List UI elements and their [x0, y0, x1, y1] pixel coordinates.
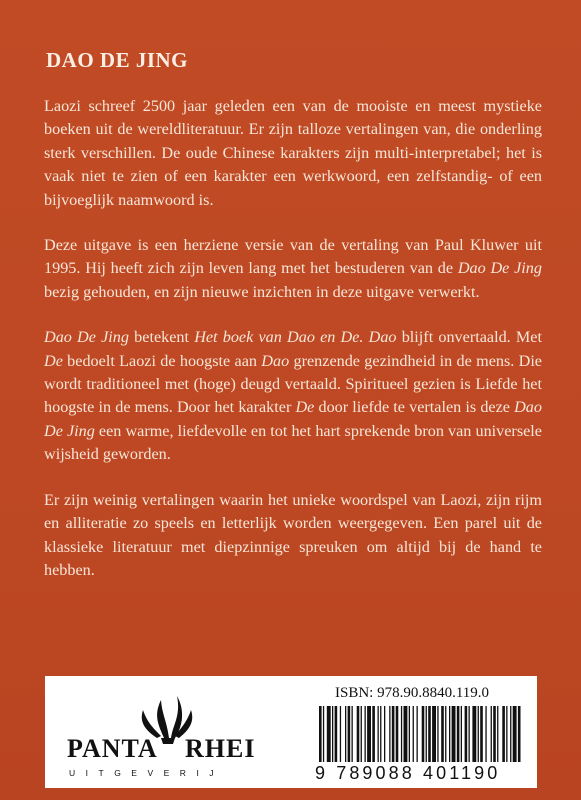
text-run: blijft onvertaald. Met [396, 328, 542, 347]
barcode-digits: 9 789088 401190 [315, 762, 527, 784]
blurb-paragraph-1 [44, 95, 542, 212]
barcode-bar [401, 706, 402, 762]
publisher-subtitle: UITGEVERIJ [69, 768, 225, 778]
barcode-bar [449, 706, 450, 762]
italic-term: De [44, 351, 63, 370]
text-run: bezig gehouden, en zijn nieuwe inzichten in deze uitgave verwerkt. [44, 282, 480, 301]
text-run: bedoelt Laozi de hoogste aan [62, 351, 262, 370]
text-run: Er zijn weinig vertalingen waarin het unieke woordspel van Laozi, zijn rijm en alliteratie zo speels en letterlijk worden weergegeven. Een parel uit de klassieke literatuur met diepzinnige spreuken om altijd bij de hand te hebben. [44, 490, 542, 579]
barcode-bar [361, 706, 362, 762]
blurb-text [44, 95, 542, 604]
publisher-logo [61, 686, 271, 781]
barcode-bar [348, 706, 351, 762]
italic-term: Het boek van Dao en De. Dao [194, 328, 397, 347]
barcode-bar [357, 706, 360, 762]
barcode-bar [441, 706, 444, 762]
barcode-bar [365, 706, 366, 762]
text-run: Laozi schreef 2500 jaar geleden een van de mooiste en meest mystieke boeken uit de wereldliteratuur. Er zijn talloze vertalingen van, die onderling sterk verschillen. De oude Chinese karakters zijn multi-interpretabel; het is vaak niet te zien of een karakter een werkwoord, een zelfstandig- of een bijvoeglijk naamwoord is. [44, 97, 542, 209]
barcode-bar [428, 706, 431, 762]
italic-term: Dao De Jing [457, 259, 542, 278]
barcode-bar [372, 706, 375, 762]
blurb-paragraph-4 [44, 489, 542, 583]
barcode-bar [367, 706, 371, 762]
blurb-paragraph-2 [44, 234, 542, 304]
publisher-name-left: PANTA [67, 734, 158, 763]
text-run: Deze uitgave is een herziene versie van de vertaling van Paul Kluwer uit 1995. Hij heeft zich zijn leven lang met het bestuderen van de [44, 236, 542, 278]
italic-term: Dao De Jing [44, 398, 542, 440]
barcode-bar [389, 706, 390, 762]
barcode-bar [409, 706, 410, 762]
barcode-panel [45, 676, 537, 788]
text-run: door liefde te vertalen is deze [314, 398, 515, 417]
barcode-bar [432, 706, 436, 762]
text-run: grenzende gezindheid in de mens. Die wordt traditioneel met (hoge) deugd vertaald. Spiritueel gezien is Liefde het hoogste in de mens. Door het karakter [44, 351, 542, 417]
barcode-bar [445, 706, 446, 762]
italic-term: Dao De Jing [44, 328, 129, 347]
barcode-bar [417, 706, 418, 762]
barcode-bar [437, 706, 438, 762]
barcode-bar [332, 706, 333, 762]
italic-term: De [295, 398, 315, 417]
barcode-bar [452, 706, 456, 762]
text-run: een warme, liefdevolle en tot het hart sprekende bron van universele wijsheid geworden. [44, 421, 542, 464]
barcode-bar [352, 706, 353, 762]
barcode-bar [340, 706, 341, 762]
barcode-bar [345, 706, 346, 762]
publisher-name-right: RHEI [185, 734, 256, 763]
text-run: betekent [128, 328, 195, 347]
barcode-bar [426, 706, 427, 762]
barcode-bar [384, 706, 385, 762]
barcode-bar [422, 706, 425, 762]
isbn-label: ISBN: 978.90.8840.119.0 [335, 685, 490, 701]
barcode-bar [380, 706, 381, 762]
book-title: DAO DE JING [46, 48, 189, 72]
barcode-bar [327, 706, 331, 762]
italic-term: Dao [261, 351, 290, 370]
barcode-bar [413, 706, 414, 762]
barcode-bar [378, 706, 379, 762]
blurb-paragraph-3 [44, 326, 542, 466]
barcode-bar [457, 706, 460, 762]
barcode-bar [335, 706, 338, 762]
barcode-bar [404, 706, 408, 762]
